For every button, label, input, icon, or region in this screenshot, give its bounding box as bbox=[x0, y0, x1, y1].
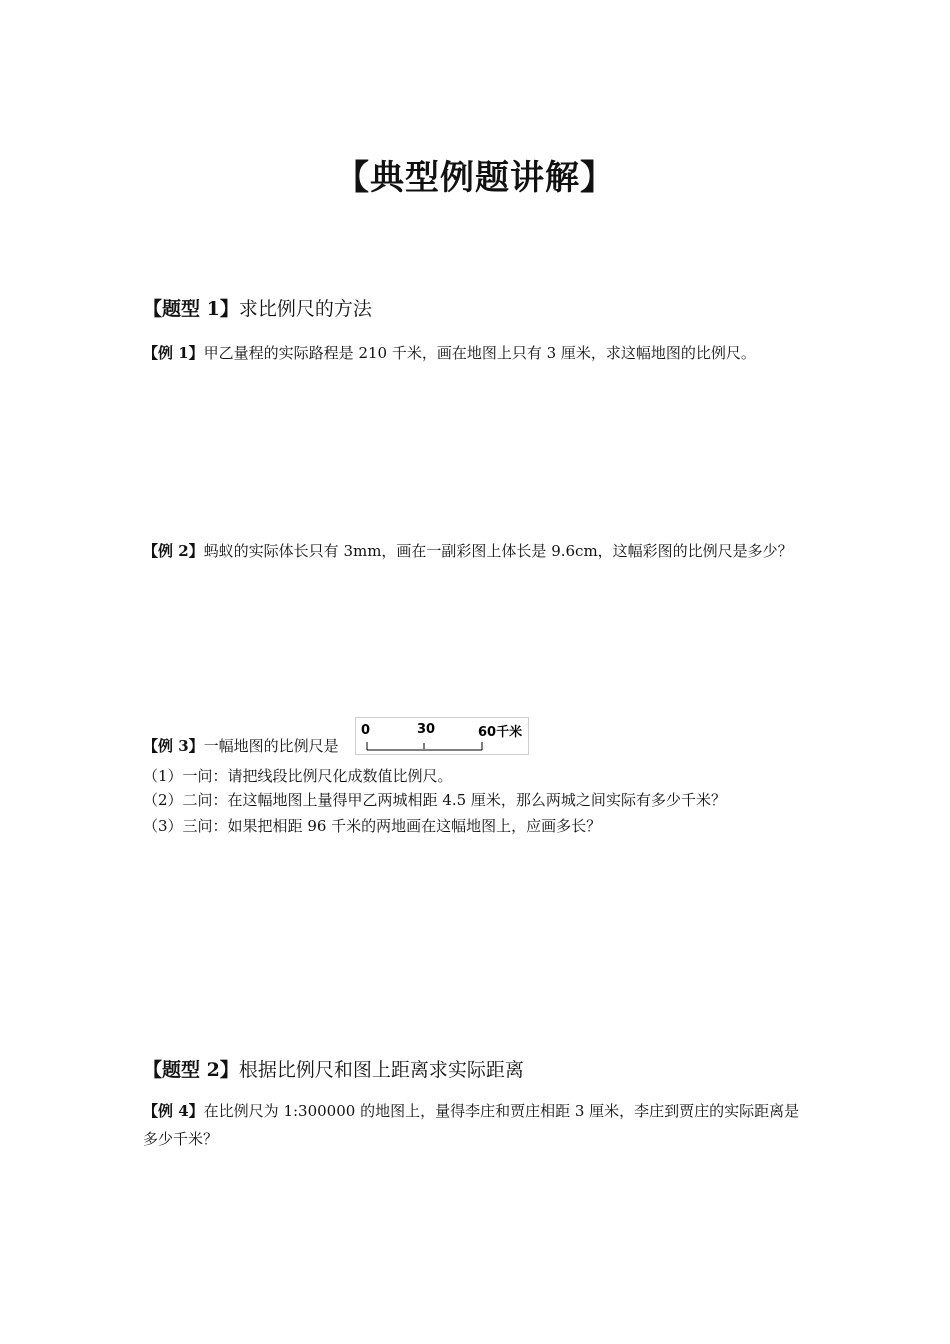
heading-bracket-open: 【 bbox=[143, 298, 163, 320]
example-2 bbox=[143, 537, 813, 565]
heading-bracket-open: 【 bbox=[143, 1059, 163, 1081]
example-1 bbox=[143, 339, 813, 367]
heading-bracket-close: 】 bbox=[219, 298, 239, 320]
heading-type-label: 题型 2 bbox=[162, 1059, 220, 1081]
example-text: 蚂蚁的实际体长只有 3mm，画在一副彩图上体长是 9.6cm，这幅彩图的比例尺是多少？ bbox=[203, 542, 793, 560]
scale-label-30: 30 bbox=[417, 722, 436, 737]
example-4 bbox=[143, 1097, 813, 1153]
example-text: 甲乙量程的实际路程是 210 千米，画在地图上只有 3 厘米，求这幅地图的比例尺。 bbox=[203, 344, 756, 362]
example-text: 一幅地图的比例尺是 bbox=[203, 737, 339, 755]
example-tag: 【例 1】 bbox=[143, 344, 204, 362]
example-3-question-1: （1）一问：请把线段比例尺化成数值比例尺。 bbox=[143, 767, 453, 785]
example-tag: 【例 2】 bbox=[143, 542, 204, 560]
line-scale-image bbox=[355, 717, 529, 755]
heading-bracket-close: 】 bbox=[219, 1059, 239, 1081]
heading-type-label: 题型 1 bbox=[162, 298, 220, 320]
heading-text: 根据比例尺和图上距离求实际距离 bbox=[238, 1059, 524, 1081]
example-3-question-3: （3）三问：如果把相距 96 千米的两地画在这幅地图上，应画多长？ bbox=[143, 817, 602, 835]
line-scale-diagram bbox=[356, 718, 528, 754]
example-tag: 【例 4】 bbox=[143, 1102, 204, 1120]
example-3-question-2: （2）二问：在这幅地图上量得甲乙两城相距 4.5 厘米，那么两城之间实际有多少千米？ bbox=[143, 791, 726, 809]
example-text: 在比例尺为 1:300000 的地图上，量得李庄和贾庄相距 3 厘米，李庄到贾庄的实际距离是多少千米？ bbox=[143, 1102, 800, 1148]
page-title: 【典型例题讲解】 bbox=[335, 158, 615, 198]
scale-label-60: 60千米 bbox=[478, 725, 523, 740]
scale-label-0: 0 bbox=[361, 723, 371, 738]
section-heading-type-2 bbox=[143, 1055, 524, 1082]
heading-text: 求比例尺的方法 bbox=[238, 298, 372, 320]
example-tag: 【例 3】 bbox=[143, 737, 204, 755]
section-heading-type-1 bbox=[143, 294, 372, 321]
example-3 bbox=[143, 732, 363, 760]
